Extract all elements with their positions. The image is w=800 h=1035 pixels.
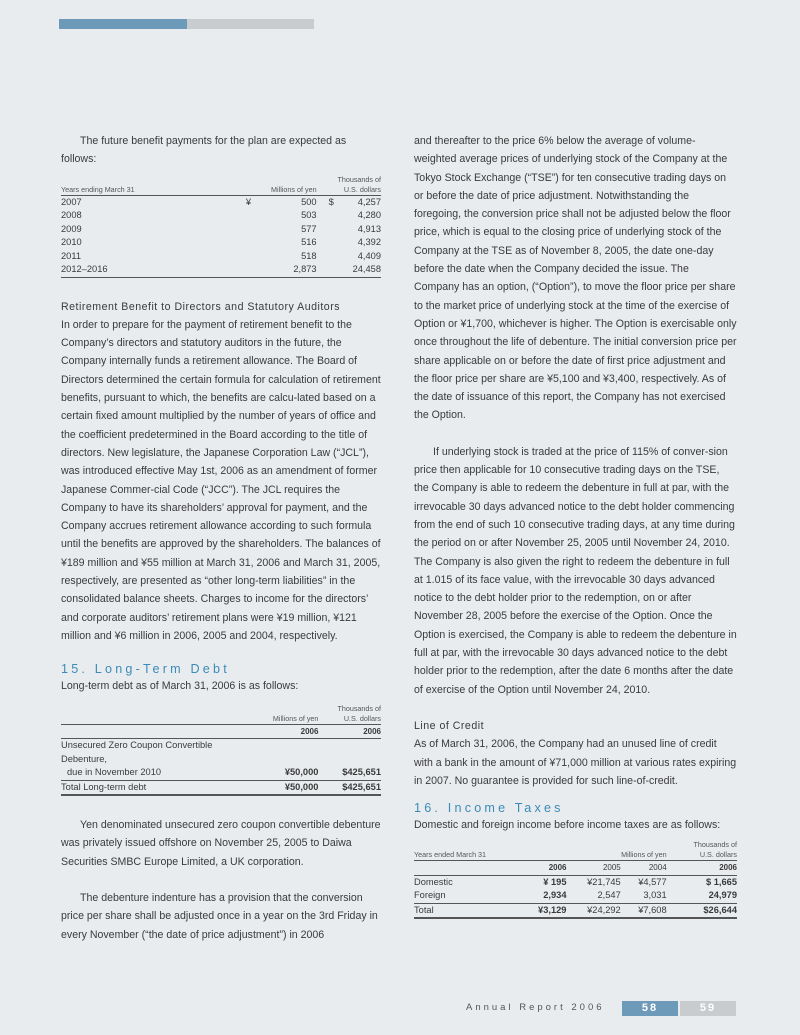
benefit-usd <box>317 263 381 277</box>
retirement-heading: Retirement Benefit to Directors and Statutory Auditors <box>61 300 341 313</box>
benefit-yen <box>170 236 317 250</box>
benefit-table-row <box>61 263 381 277</box>
benefit-table-row <box>61 195 381 209</box>
debt-row-yen: ¥50,000 <box>284 767 319 778</box>
tax-row-usd: 24,979 <box>708 890 737 901</box>
page-number-left: 58 <box>622 1001 678 1016</box>
benefit-year: 2007 <box>61 196 82 207</box>
debt-year-yen: 2006 <box>300 726 319 736</box>
progress-bar <box>59 19 314 29</box>
credit-heading: Line of Credit <box>414 719 485 732</box>
benefit-usd-value: 4,913 <box>357 223 381 234</box>
tax-unit-top: Thousands of <box>693 840 737 850</box>
tax-total-2006: ¥3,129 <box>538 904 567 915</box>
tax-col-usd: U.S. dollars <box>699 850 737 860</box>
yen-paragraph: Yen denominated unsecured zero coupon convertible debenture was privately issued offshore on November 25, 2005 to Daiwa Securities SMBC Europe Limited, a UK corporation. <box>61 819 381 868</box>
benefit-usd <box>317 236 381 250</box>
benefit-yen-value: 500 <box>301 196 317 207</box>
tax-row-2006: ¥ 195 <box>543 876 567 887</box>
benefit-year: 2010 <box>61 237 82 248</box>
tax-row-2006: 2,934 <box>543 890 567 901</box>
indenture-paragraph: The debenture indenture has a provision that the conversion price per share shall be adjusted once in a year on the 3rd Friday in every November (“the date of price adjustment”) in 2006 <box>61 891 378 941</box>
tax-col-year: Years ended March 31 <box>414 850 487 860</box>
benefit-year: 2012–2016 <box>61 264 108 275</box>
page-number-right: 59 <box>680 1001 736 1016</box>
credit-paragraph: As of March 31, 2006, the Company had an unused line of credit with a bank in the amount of ¥71,000 million at various rates expiring in 2007. No guarantee is provided for such line-of-credit. <box>414 738 737 787</box>
benefit-usd-value: 4,409 <box>357 250 381 261</box>
tax-row-2004: ¥4,577 <box>638 876 667 887</box>
tax-table <box>414 840 737 919</box>
tax-row-usd: $ 1,665 <box>705 876 737 887</box>
redeem-paragraph: If underlying stock is traded at the price of 115% of conver-sion price then applicable for 10 consecutive trading days on the TSE, the Company is able to redeem the debenture in full at par, with the irrevocable 30 days advanced notice to the debt holder commencing from the end of such 10 consecutive trading days, at any time during the period on or after November 25, 2005 until November 24, 2010. The Company is also given the right to redeem the debenture in full at 1.015 of its face value, with the irrevocable 30 days advanced notice to the debt holder prior to the redemption, on or after November 28, 2005 before the exercise of the Option. Once the Option is exercised, the Company is able to redeem the debenture in full at par, with the irrevocable 30 days advanced notice to the debt holder prior to the redemption, after the date 6 months after the date of exercise of the Option until November 24, 2010. <box>414 445 737 696</box>
retirement-paragraph: In order to prepare for the payment of retirement benefit to the Company’s directors and statutory auditors in the future, the Company internally funds a retirement allowance. The Board of Directors determined the certain formula for calculation of retirement benefits, pursuant to which, the benefits are calcu-lated based on a certain fixed amount multiplied by the number of years of office and the coefficient predetermined in the Board according to the title of directors. New legislature, the Japanese Corporation Law (“JCL”), was introduced effective May 1st, 2006 as an amendment of former Japanese Commer-cial Code (“JCC”). The JCL requires the Company to have its shareholders’ approval for payment, and the Company accrues retirement allowance according to such formula until the benefits are approved by the shareholders. The balances of ¥189 million and ¥55 million at March 31, 2006 and March 31, 2005, respectively, are presented as “other long-term liabilities” in the consolidated balance sheets. Charges to income for the directors’ and corporate auditors’ retirement plans were ¥19 million, ¥121 million and ¥6 million in 2006, 2005 and 2004, respectively. <box>61 318 381 642</box>
tax-total-label: Total <box>414 904 434 915</box>
tax-year-2004: 2004 <box>648 863 667 873</box>
continuation-paragraph: and thereafter to the price 6% below the average of volume-weighted average prices of underlying stock of the Company at the Tokyo Stock Exchange (“TSE”) for ten consecutive trading days on or before the date of price adjustment. Notwithstanding the foregoing, the conversion price shall not be adjusted below the floor price, which is equal to the closing price of underlying stock of the Company at the TSE as of November 8, 2005, the date one-day before the date when the Company decided the issue. The Company has an option, (“Option”), to move the floor price per share to the market price of underlying stock at the time of the exercise of Option or ¥1,700, whichever is higher. The Option is exercisable only once throughout the life of debenture. The initial conversion price per share applicable on or before the date of first price adjustment and the floor price per share are ¥5,100 and ¥3,400, respectively. As of the date of issuance of this report, the Company has not exercised the Option. <box>414 135 737 422</box>
intro-paragraph: The future benefit payments for the plan are expected as follows: <box>61 135 347 166</box>
benefit-yen <box>170 250 317 264</box>
debt-heading: 15. Long-Term Debt <box>61 662 230 677</box>
tax-intro: Domestic and foreign income before income taxes are as follows: <box>414 819 721 832</box>
debt-row-label-a: Unsecured Zero Coupon Convertible Debenture, <box>61 740 213 764</box>
benefit-yen <box>170 195 317 209</box>
debt-row-usd: $425,651 <box>342 767 381 778</box>
benefit-year: 2009 <box>61 223 82 234</box>
debt-total-usd: $425,651 <box>342 781 381 792</box>
footer-report-label: Annual Report 2006 <box>466 1002 605 1013</box>
benefit-yen-value: 2,873 <box>293 264 317 275</box>
tax-year-usd-2006: 2006 <box>719 863 737 873</box>
benefit-yen <box>170 209 317 223</box>
progress-bar-fill <box>59 19 187 29</box>
benefit-table-row <box>61 250 381 264</box>
usd-symbol: $ <box>328 196 334 207</box>
tax-table-row <box>414 875 737 889</box>
right-column <box>414 132 737 919</box>
tax-row-2004: 3,031 <box>643 890 667 901</box>
debt-col-yen: Millions of yen <box>272 713 319 723</box>
benefit-usd-value: 4,392 <box>357 237 381 248</box>
benefit-yen <box>170 223 317 237</box>
tax-table-row <box>414 889 737 903</box>
tax-col-yen: Millions of yen <box>621 850 667 860</box>
debt-table <box>61 704 381 797</box>
debt-unit-top: Thousands of <box>337 703 381 713</box>
tax-row-2005: 2,547 <box>597 890 621 901</box>
benefit-usd-value: 24,458 <box>352 264 381 275</box>
benefit-usd <box>317 209 381 223</box>
benefit-yen <box>170 263 317 277</box>
debt-year-usd: 2006 <box>363 726 381 736</box>
tax-year-2005: 2005 <box>602 863 621 873</box>
tax-total-2005: ¥24,292 <box>587 904 621 915</box>
benefit-col-usd: U.S. dollars <box>343 184 381 194</box>
tax-total-2004: ¥7,608 <box>638 904 667 915</box>
benefit-unit-top: Thousands of <box>337 174 381 184</box>
yen-symbol: ¥ <box>245 196 252 207</box>
benefit-col-yen: Millions of yen <box>271 184 317 194</box>
tax-total-usd: $26,644 <box>703 904 737 915</box>
debt-row-label-b: due in November 2010 <box>67 767 162 778</box>
benefit-usd-value: 4,280 <box>357 210 381 221</box>
debt-intro: Long-term debt as of March 31, 2006 is as follows: <box>61 680 299 693</box>
benefit-table-row <box>61 209 381 223</box>
tax-row-label: Domestic <box>414 876 453 887</box>
benefit-yen-value: 516 <box>301 237 317 248</box>
benefit-table-row <box>61 223 381 237</box>
tax-year-2006: 2006 <box>548 863 567 873</box>
benefit-year: 2011 <box>61 250 81 261</box>
benefit-table-row <box>61 236 381 250</box>
benefit-yen-value: 577 <box>301 223 317 234</box>
benefit-table <box>61 175 381 278</box>
benefit-usd-value: 4,257 <box>357 196 381 207</box>
benefit-yen-value: 518 <box>301 250 317 261</box>
debt-total-yen: ¥50,000 <box>284 781 319 792</box>
tax-row-2005: ¥21,745 <box>587 876 621 887</box>
benefit-usd <box>317 223 381 237</box>
debt-col-usd: U.S. dollars <box>343 713 381 723</box>
benefit-yen-value: 503 <box>301 210 317 221</box>
benefit-usd <box>317 250 381 264</box>
benefit-usd <box>317 195 381 209</box>
benefit-year: 2008 <box>61 210 82 221</box>
left-column <box>61 132 381 944</box>
debt-total-label: Total Long-term debt <box>61 781 147 792</box>
benefit-col-year: Years ending March 31 <box>61 184 135 194</box>
tax-heading: 16. Income Taxes <box>414 801 564 816</box>
tax-row-label: Foreign <box>414 890 446 901</box>
